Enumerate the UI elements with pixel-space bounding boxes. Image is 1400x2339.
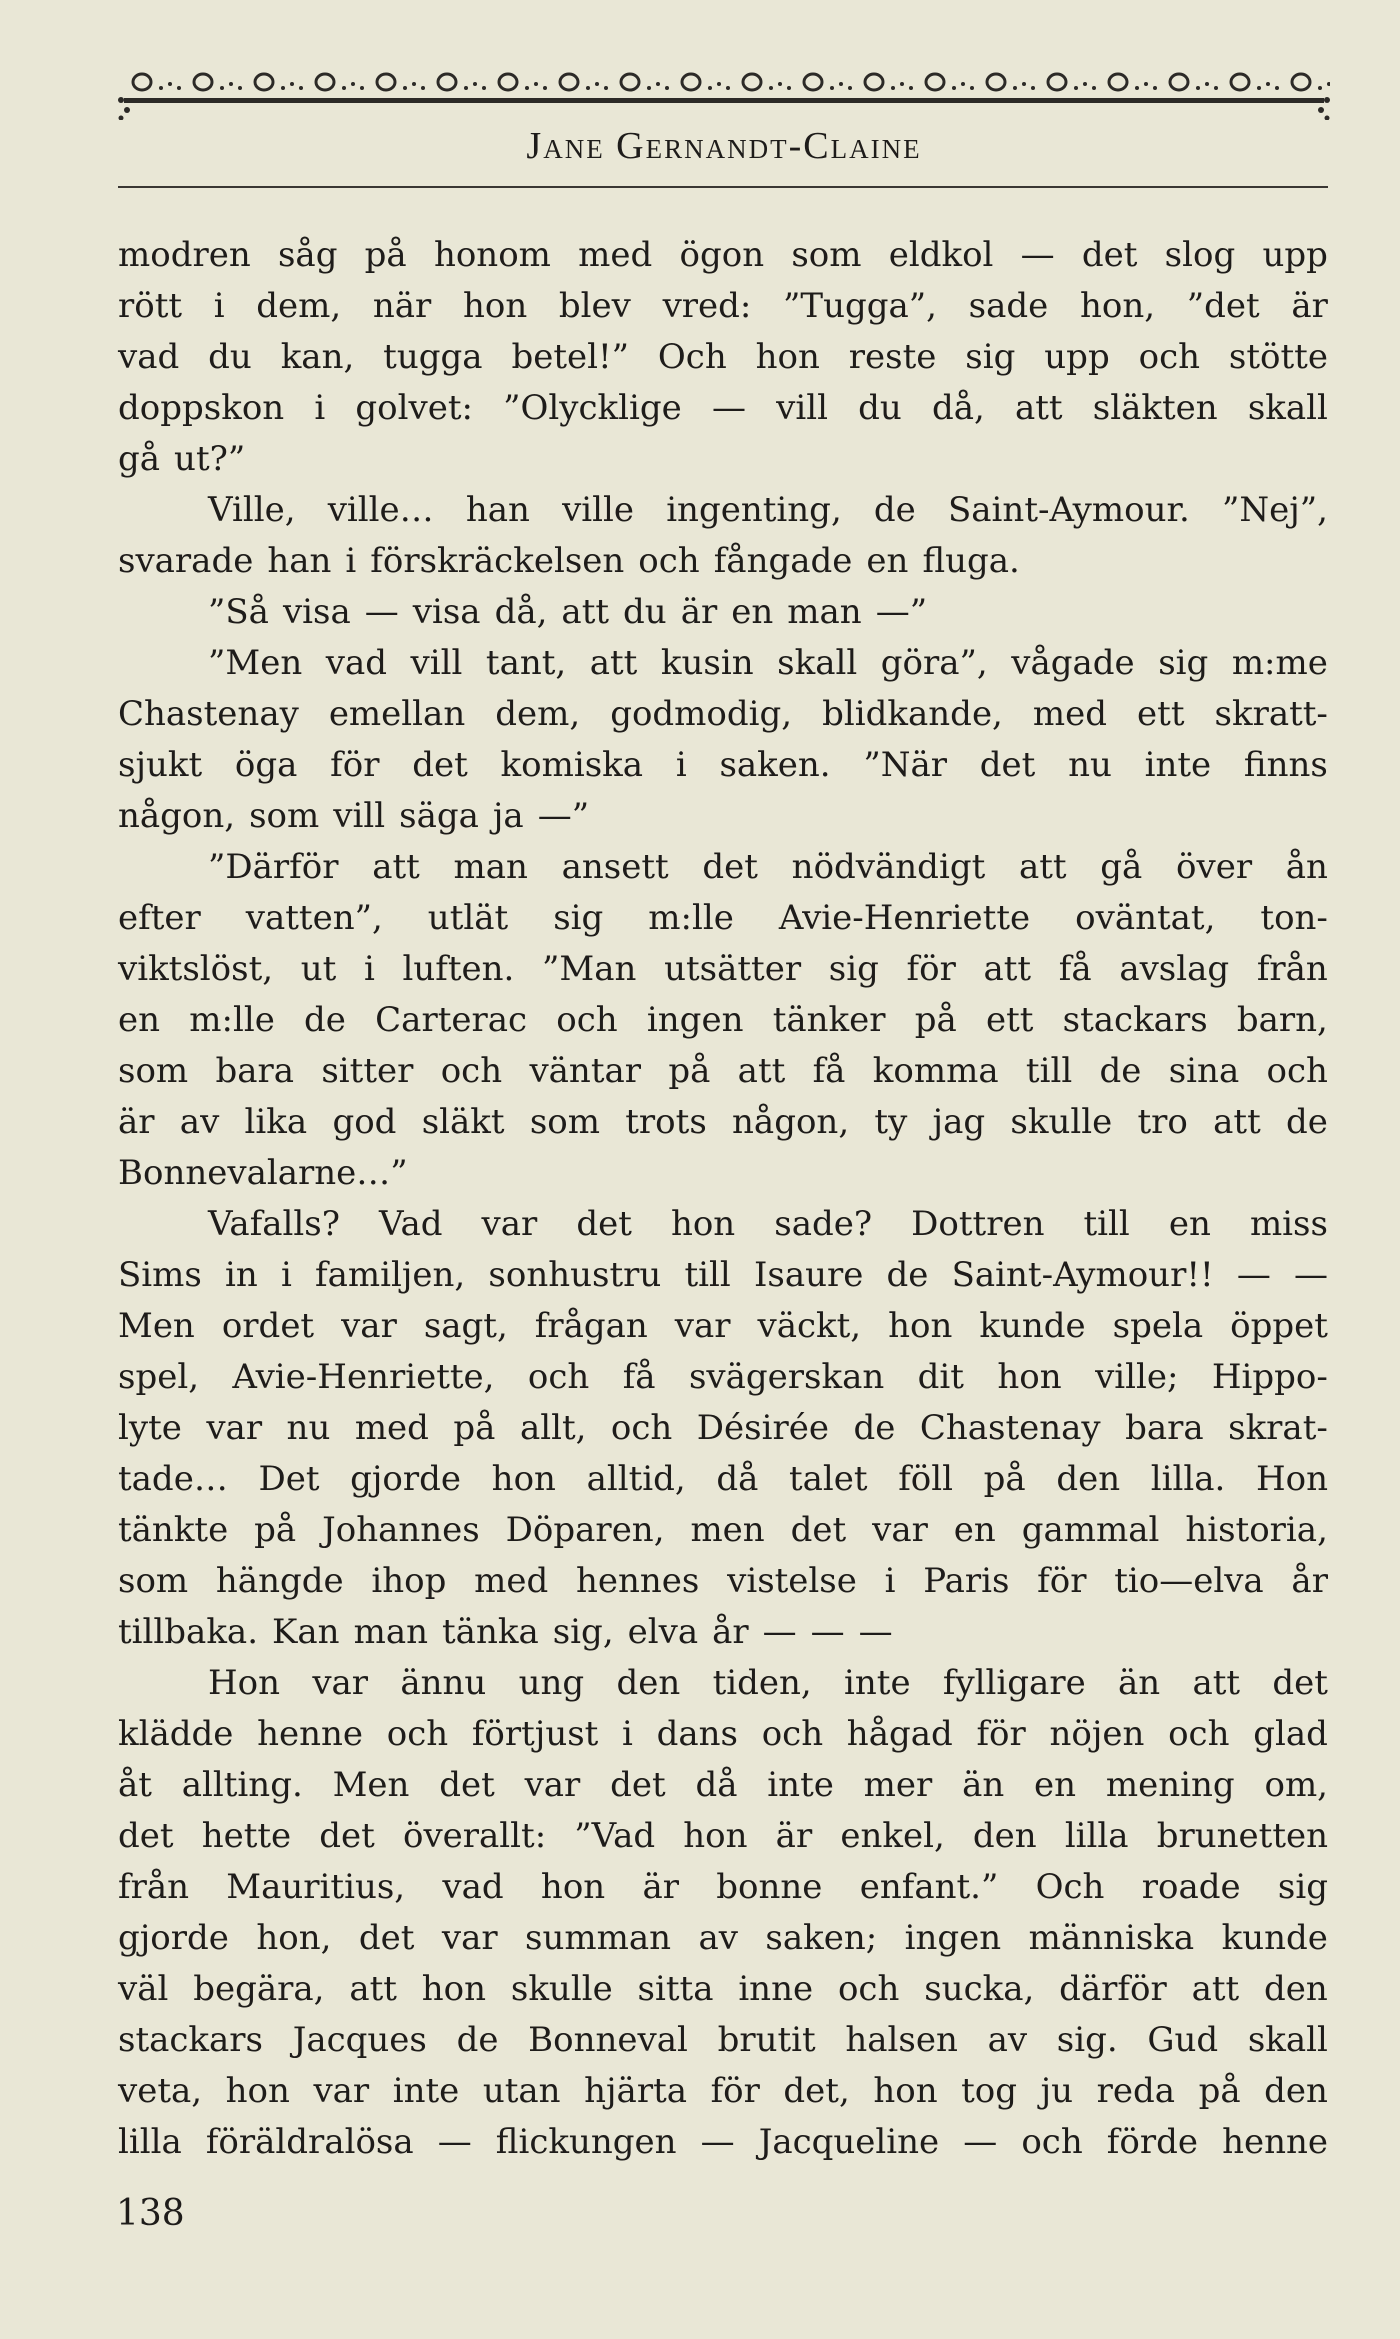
text-line: tillbaka. Kan man tänka sig, elva år — — — xyxy=(118,1612,893,1652)
text-line: ”Men vad vill tant, att kusin skall göra”, vågade sig m:me xyxy=(208,643,1328,683)
text-line: som hängde ihop med hennes vistelse i Paris för tio—elva år xyxy=(118,1561,1328,1601)
text-line: Men ordet var sagt, frågan var väckt, hon kunde spela öppet xyxy=(118,1306,1328,1346)
text-line: det hette det överallt: ”Vad hon är enkel, den lilla brunetten xyxy=(118,1816,1328,1856)
text-line: ”Därför att man ansett det nödvändigt att gå över ån xyxy=(208,847,1328,887)
decorative-header-border xyxy=(118,58,1330,120)
text-line: Hon var ännu ung den tiden, inte fylligare än att det xyxy=(208,1663,1328,1703)
text-line: rött i dem, när hon blev vred: ”Tugga”, sade hon, ”det är xyxy=(118,286,1328,326)
text-line: Sims in i familjen, sonhustru till Isaure de Saint-Aymour!! — — xyxy=(118,1255,1328,1295)
text-line: lilla föräldralösa — flickungen — Jacqueline — och förde henne xyxy=(118,2122,1328,2162)
text-line: gå ut?” xyxy=(118,439,246,479)
header-rule xyxy=(118,186,1328,188)
page-number: 138 xyxy=(116,2193,185,2234)
text-line: stackars Jacques de Bonneval brutit halsen av sig. Gud skall xyxy=(118,2020,1328,2060)
text-line: sjukt öga för det komiska i saken. ”När det nu inte finns xyxy=(118,745,1328,785)
text-line: svarade han i förskräckelsen och fångade en fluga. xyxy=(118,541,1020,581)
text-line: veta, hon var inte utan hjärta för det, hon tog ju reda på den xyxy=(118,2071,1328,2111)
text-line: tänkte på Johannes Döparen, men det var en gammal historia, xyxy=(118,1510,1328,1550)
text-line: åt allting. Men det var det då inte mer än en mening om, xyxy=(118,1765,1328,1805)
text-line: någon, som vill säga ja —” xyxy=(118,796,590,836)
text-line: som bara sitter och väntar på att få komma till de sina och xyxy=(118,1051,1328,1091)
text-line: klädde henne och förtjust i dans och hågad för nöjen och glad xyxy=(118,1714,1328,1754)
text-line: doppskon i golvet: ”Olycklige — vill du då, att släkten skall xyxy=(118,388,1328,428)
text-line: efter vatten”, utlät sig m:lle Avie-Henriette oväntat, ton- xyxy=(118,898,1328,938)
text-line: ”Så visa — visa då, att du är en man —” xyxy=(208,592,928,632)
text-line: från Mauritius, vad hon är bonne enfant.” Och roade sig xyxy=(118,1867,1328,1907)
text-line: väl begära, att hon skulle sitta inne och sucka, därför att den xyxy=(118,1969,1328,2009)
text-line: Bonnevalarne…” xyxy=(118,1153,408,1193)
text-line: Vafalls? Vad var det hon sade? Dottren till en miss xyxy=(208,1204,1328,1244)
text-line: tade… Det gjorde hon alltid, då talet föll på den lilla. Hon xyxy=(118,1459,1328,1499)
text-line: Chastenay emellan dem, godmodig, blidkande, med ett skratt- xyxy=(118,694,1328,734)
text-line: modren såg på honom med ögon som eldkol — det slog upp xyxy=(118,235,1328,275)
text-line: gjorde hon, det var summan av saken; ingen människa kunde xyxy=(118,1918,1328,1958)
text-line: viktslöst, ut i luften. ”Man utsätter sig för att få avslag från xyxy=(118,949,1328,989)
text-line: lyte var nu med på allt, och Désirée de Chastenay bara skrat- xyxy=(118,1408,1328,1448)
running-head: Jane Gernandt-Claine xyxy=(526,125,922,167)
body-text xyxy=(118,230,1328,2168)
text-line: spel, Avie-Henriette, och få svägerskan dit hon ville; Hippo- xyxy=(118,1357,1328,1397)
text-line: är av lika god släkt som trots någon, ty jag skulle tro att de xyxy=(118,1102,1328,1142)
text-line: en m:lle de Carterac och ingen tänker på ett stackars barn, xyxy=(118,1000,1328,1040)
text-line: Ville, ville… han ville ingenting, de Saint-Aymour. ”Nej”, xyxy=(208,490,1328,530)
text-line: vad du kan, tugga betel!” Och hon reste sig upp och stötte xyxy=(118,337,1328,377)
